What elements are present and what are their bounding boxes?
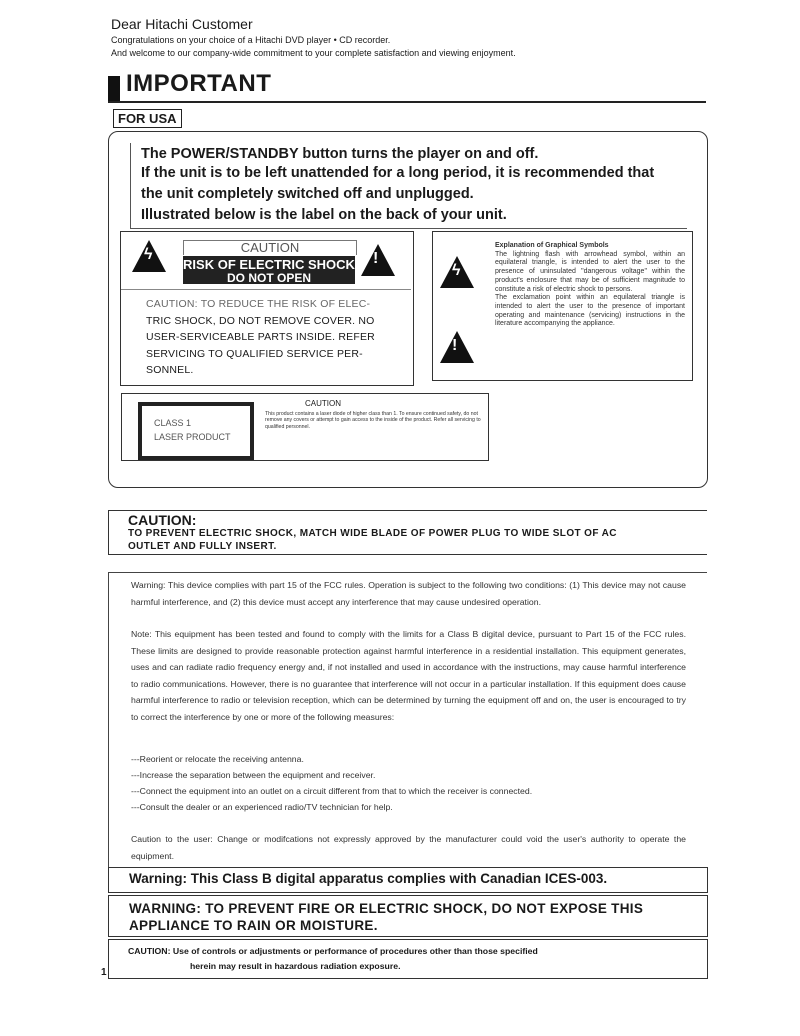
lightning-explanation: The lightning flash with arrowhead symbol, within an equilateral triangle, is intended to alert the user to the presence of uninsulated "dangerous voltage" within the product's enclosure that may be of sufficient magnitude to constitute a risk of electric shock to persons. bbox=[495, 250, 685, 293]
fcc-measure: ---Increase the separation between the equipment and receiver. bbox=[131, 770, 376, 780]
plug-caution-line-2: OUTLET AND FULLY INSERT. bbox=[128, 540, 277, 552]
symbols-title: Explanation of Graphical Symbols bbox=[495, 242, 609, 249]
canada-warning-box bbox=[108, 867, 708, 893]
fire-warning-box bbox=[108, 895, 708, 937]
lightning-symbol-icon: ϟ bbox=[440, 256, 474, 288]
lightning-warning-icon: ϟ bbox=[132, 240, 166, 272]
radiation-caution-line-2: herein may result in hazardous radiation exposure. bbox=[190, 961, 401, 971]
caution-label-heading: CAUTION bbox=[183, 240, 357, 255]
caution-line: CAUTION: TO REDUCE THE RISK OF ELEC- bbox=[146, 298, 371, 310]
power-line-4: Illustrated below is the label on the back of your unit. bbox=[141, 207, 507, 223]
exclamation-symbol-icon: ! bbox=[440, 331, 474, 363]
fcc-warning: Warning: This device complies with part 15 of the FCC rules. Operation is subject to the following two conditions: (1) This device may not cause harmful interference, and (2) this device must accept any interference that may cause undesired operation. bbox=[131, 580, 686, 607]
caution-label-body bbox=[146, 296, 396, 379]
laser-caution-text: This product contains a laser diode of higher class than 1. To ensure continued safety, do not remove any covers or attempt to gain access to the inside of the product. Refer all servicing to qualified personnel. bbox=[265, 411, 481, 430]
caution-line: SONNEL. bbox=[146, 364, 194, 377]
plug-caution-title: CAUTION: bbox=[128, 512, 197, 528]
do-not-open-text: DO NOT OPEN bbox=[183, 272, 355, 284]
fcc-measure: ---Reorient or relocate the receiving antenna. bbox=[131, 754, 304, 764]
important-rule bbox=[108, 101, 706, 103]
caution-line: SERVICING TO QUALIFIED SERVICE PER- bbox=[146, 347, 363, 360]
fcc-note: Note: This equipment has been tested and found to comply with the limits for a Class B digital device, pursuant to Part 15 of the FCC rules. These limits are designed to provide reasonable protection against harmful interference in a residential installation. This equipment generates, uses and can radiate radio frequency energy and, if not installed and used in accordance with the instructions, may cause harmful interference to radio communications. However, there is no guarantee that interference will not occur in a particular installation. If this equipment does cause harmful interference to radio or television reception, which can be determined by turning the equipment off and on, the user is encouraged to try to correct the interference by one or more of the following measures: bbox=[131, 629, 686, 722]
class1-laser-badge bbox=[138, 402, 254, 460]
fcc-measure: ---Consult the dealer or an experienced radio/TV technician for help. bbox=[131, 802, 393, 812]
fire-warning-line-2: APPLIANCE TO RAIN OR MOISTURE. bbox=[129, 918, 378, 933]
power-line-1: The POWER/STANDBY button turns the player on and off. bbox=[141, 146, 539, 162]
radiation-caution-box bbox=[108, 939, 708, 979]
region-label: FOR USA bbox=[113, 109, 182, 128]
fcc-measure: ---Connect the equipment into an outlet on a circuit different from that to which the receiver is connected. bbox=[131, 786, 533, 796]
laser-caution-title: CAUTION bbox=[305, 399, 341, 408]
fire-warning bbox=[129, 900, 643, 934]
plug-caution-line-1: TO PREVENT ELECTRIC SHOCK, MATCH WIDE BLADE OF POWER PLUG TO WIDE SLOT OF AC bbox=[128, 528, 617, 539]
risk-of-shock-text: RISK OF ELECTRIC SHOCK bbox=[183, 257, 355, 272]
important-title: IMPORTANT bbox=[126, 70, 272, 97]
page-number: 1 bbox=[101, 967, 107, 978]
fcc-notice bbox=[108, 572, 707, 867]
intro-line-1: Congratulations on your choice of a Hitachi DVD player • CD recorder. bbox=[111, 35, 391, 45]
laser-product: LASER PRODUCT bbox=[154, 432, 231, 442]
radiation-caution-line-1: CAUTION: Use of controls or adjustments or performance of procedures other than those specified bbox=[128, 946, 538, 956]
fire-warning-line-1: WARNING: TO PREVENT FIRE OR ELECTRIC SHOCK, DO NOT EXPOSE THIS bbox=[129, 901, 644, 916]
intro-line-2: And welcome to our company-wide commitment to your complete satisfaction and viewing enjoyment. bbox=[111, 48, 516, 58]
caution-line: TRIC SHOCK, DO NOT REMOVE COVER. NO bbox=[146, 314, 375, 327]
power-line-3: the unit completely switched off and unplugged. bbox=[141, 186, 474, 202]
symbols-explanation bbox=[495, 242, 685, 329]
fcc-user-caution: Caution to the user: Change or modifcations not expressly approved by the manufacturer could void the user's authority to operate the equipment. bbox=[131, 834, 686, 861]
label-divider bbox=[121, 289, 411, 290]
caution-line: USER-SERVICEABLE PARTS INSIDE. REFER bbox=[146, 331, 375, 344]
canada-warning: Warning: This Class B digital apparatus complies with Canadian ICES-003. bbox=[129, 871, 608, 886]
important-marker bbox=[108, 76, 120, 102]
laser-class: CLASS 1 bbox=[154, 418, 192, 428]
plug-caution-text bbox=[128, 528, 698, 553]
exclamation-warning-icon: ! bbox=[361, 244, 395, 276]
greeting: Dear Hitachi Customer bbox=[111, 16, 253, 32]
power-notice bbox=[130, 143, 687, 229]
power-line-2: If the unit is to be left unattended for a long period, it is recommended that bbox=[141, 165, 655, 181]
exclamation-explanation: The exclamation point within an equilateral triangle is intended to alert the user to the presence of important operating and maintenance (servicing) instructions in the literature accompanying the appliance. bbox=[495, 294, 685, 328]
